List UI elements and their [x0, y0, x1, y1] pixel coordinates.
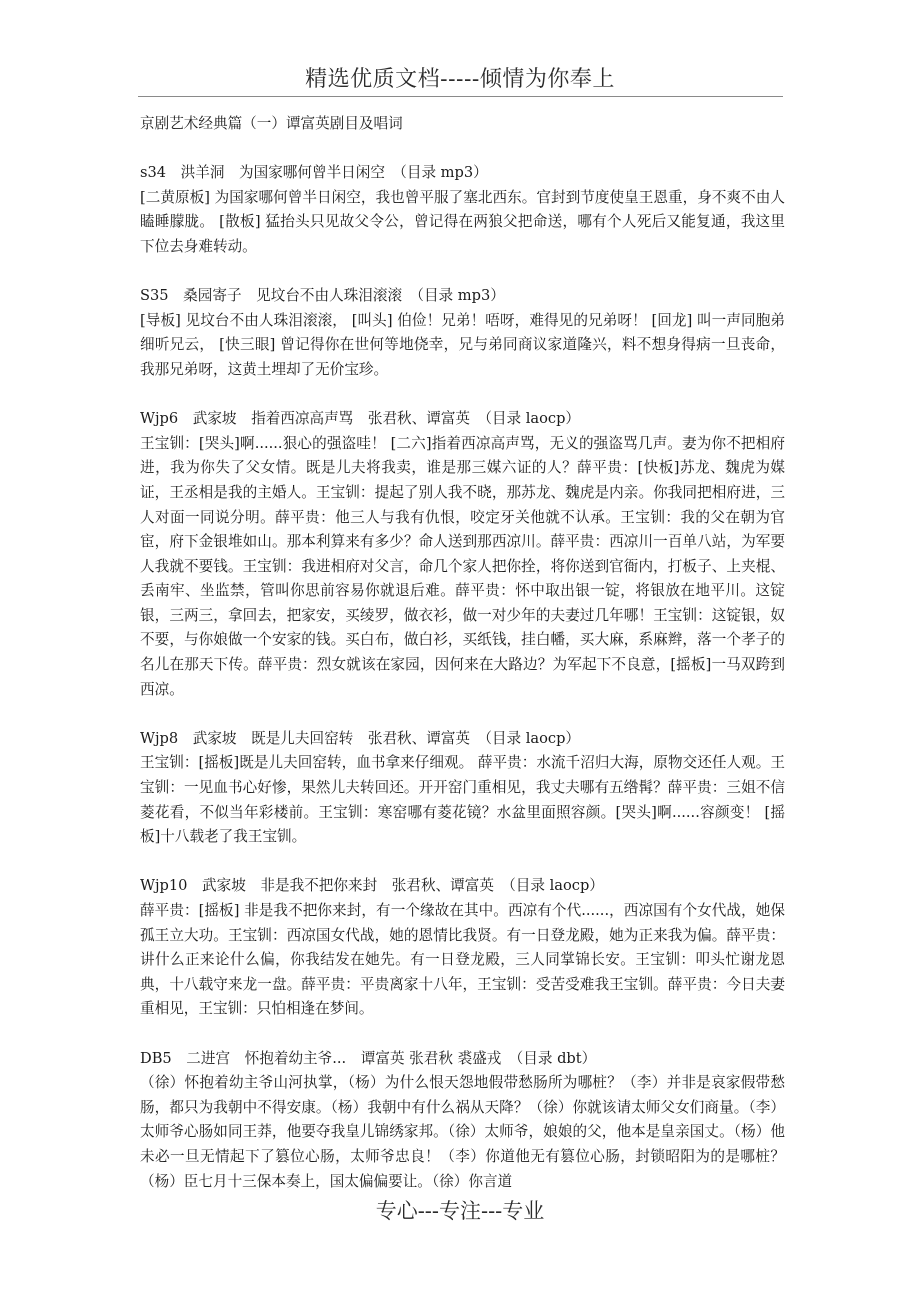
entry-wjp6 — [140, 407, 785, 702]
page-footer: 专心---专注---专业 — [375, 1199, 545, 1223]
entry-wjp8 — [140, 727, 785, 850]
entry-lyrics: 薛平贵：[摇板] 非是我不把你来封，有一个缘故在其中。西凉有个代......，西凉国有个女代战，她保孤王立大功。王宝钏：西凉国女代战，她的恩情比我贤。有一日登龙殿，她为正来我为偏。薛平贵：讲什么正来论什么偏，你我结发在她先。有一日登龙殿，三人同掌锦长安。王宝钏：叩头忙谢龙恩典，十八载守来龙一盘。薛平贵：平贵离家十八年，王宝钏：受苦受难我王宝钏。薛平贵：今日夫妻重相见，王宝钏：只怕相逢在梦间。 — [140, 902, 785, 1018]
entry-lyrics: [导板] 见坟台不由人珠泪滚滚， [叫头] 伯俭！兄弟！唔呀，难得见的兄弟呀！ [回龙] 叫一声同胞弟细听兄云， [快三眼] 曾记得你在世何等地侥幸，兄与弟同商议家道隆兴，料不想身得病一旦丧命，我那兄弟呀，这黄土埋却了无价宝珍。 — [140, 311, 785, 378]
entry-lyrics: 王宝钏：[哭头]啊......狠心的强盗哇！ [二六]指着西凉高声骂，无义的强盗骂几声。妻为你不把相府进，我为你失了父女情。既是儿夫将我卖，谁是那三媒六证的人？薛平贵：[快板]苏龙、魏虎为媒证，王丞相是我的主婚人。王宝钏：提起了别人我不晓，那苏龙、魏虎是内亲。你我同把相府进，三人对面一同说分明。薛平贵：他三人与我有仇恨，咬定牙关他就不认承。王宝钏：我的父在朝为官宦，府下金银堆如山。那本利算来有多少？命人送到那西凉川。薛平贵：西凉川一百单八站，为军要人我就不要钱。王宝钏：我进相府对父言，命几个家人把你拴，将你送到官衙内，打板子、上夹棍、丢南牢、坐监禁，管叫你思前容易你就退后难。薛平贵：怀中取出银一锭，将银放在地平川。这锭银，三两三，拿回去，把家安，买绫罗，做衣衫，做一对少年的夫妻过几年哪！王宝钏：这锭银，奴不要，与你娘做一个安家的钱。买白布，做白衫，买纸钱，挂白幡，买大麻，系麻辫，落一个孝子的名儿在那天下传。薛平贵：烈女就该在家园，因何来在大路边？为军起下不良意，[摇板]一马双跨到西凉。 — [140, 434, 785, 698]
entry-s35 — [140, 284, 785, 382]
document-title: 京剧艺术经典篇（一）谭富英剧目及唱词 — [140, 115, 403, 132]
entry-heading: S35 桑园寄子 见坟台不由人珠泪滚滚 （目录 mp3） — [140, 287, 505, 305]
document-content — [140, 112, 785, 1194]
entry-lyrics: [二黄原板] 为国家哪何曾半日闲空，我也曾平服了塞北西东。官封到节度使皇王恩重，身不爽不由人瞌睡朦胧。 [散板] 猛抬头只见故父令公，曾记得在两狼父把命送，哪有个人死后又能复通，我这里下位去身难转动。 — [140, 188, 785, 255]
entry-heading: Wjp8 武家坡 既是儿夫回窑转 张君秋、谭富英 （目录 laocp） — [140, 729, 581, 747]
entry-wjp10 — [140, 874, 785, 1022]
entry-lyrics: 王宝钏：[摇板]既是儿夫回窑转，血书拿来仔细观。 薛平贵：水流千沼归大海，原物交还任人观。王宝钏：一见血书心好惨，果然儿夫转回还。开开窑门重相见，我丈夫哪有五绺髯？薛平贵：三姐不信菱花看，不似当年彩楼前。王宝钏：寒窑哪有菱花镜？水盆里面照容颜。[哭头]啊......容颜变！ [摇板]十八载老了我王宝钏。 — [140, 754, 785, 846]
entry-db5 — [140, 1047, 785, 1195]
header-divider — [138, 96, 783, 97]
entry-heading: Wjp6 武家坡 指着西凉高声骂 张君秋、谭富英 （目录 laocp） — [140, 410, 581, 428]
entry-heading: s34 洪羊洞 为国家哪何曾半日闲空 （目录 mp3） — [140, 164, 488, 182]
page-header: 精选优质文档-----倾情为你奉上 — [305, 67, 615, 92]
entry-s34 — [140, 161, 785, 259]
entry-heading: Wjp10 武家坡 非是我不把你来封 张君秋、谭富英 （目录 laocp） — [140, 877, 604, 895]
entry-lyrics: （徐）怀抱着幼主爷山河执掌，（杨）为什么恨天怨地假带愁肠所为哪桩？（李）并非是哀家假带愁肠，都只为我朝中不得安康。（杨）我朝中有什么祸从天降？（徐）你就该请太师父女们商量。（李）太师爷心肠如同王莽，他要夺我皇儿锦绣家邦。（徐）太师爷，娘娘的父，他本是皇亲国丈。（杨）他未必一旦无情起下了篡位心肠，太师爷忠良！（李）你道他无有篡位心肠，封锁昭阳为的是哪桩？（杨）臣七月十三保本奏上，国太偏偏要让。（徐）你言道 — [140, 1074, 785, 1190]
entry-heading: DB5 二进宫 怀抱着幼主爷... 谭富英 张君秋 裘盛戎 （目录 dbt） — [140, 1049, 597, 1067]
